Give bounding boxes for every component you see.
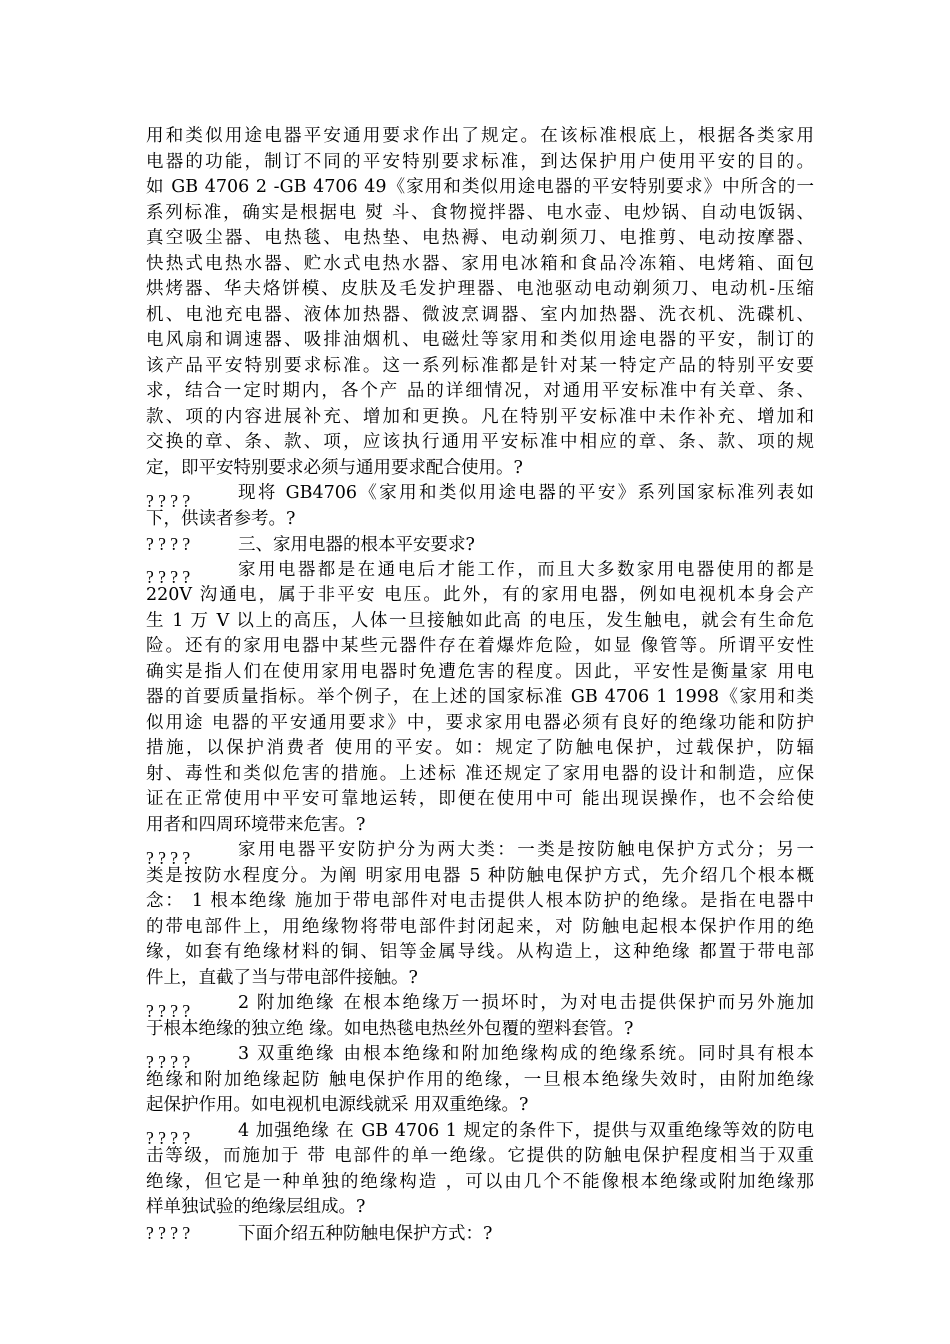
paragraph-marker: ? ? ? ? xyxy=(146,1051,191,1072)
line-text: 该产品平安特别要求标准。这一系列标准都是针对某一特定产品的特别平安要 xyxy=(146,355,814,376)
text-line xyxy=(146,252,814,278)
line-text: 系列标准，确实是根据电 熨 斗、食物搅拌器、电水壶、电炒锅、自动电饭锅、 xyxy=(146,202,814,223)
line-text: 220V 沟通电，属于非平安 电压。此外，有的家用电器，例如电视机本身会产 xyxy=(146,585,814,605)
line-text: 器的首要质量指标。举个例子，在上述的国家标准 GB 4706 1 1998《家用和类 xyxy=(146,687,814,707)
line-text: 下，供读者参考。? xyxy=(146,508,296,529)
line-text: 生 1 万 V 以上的高压，人体一旦接触如此高 的电压，发生触电，就会有生命危 xyxy=(146,610,814,631)
line-text: 起保护作用。如电视机电源线就采 用双重绝缘。? xyxy=(146,1095,529,1115)
line-text: 真空吸尘器、电热毯、电热垫、电热褥、电动剃须刀、电推剪、电动按摩器、 xyxy=(146,228,814,248)
paragraph-marker: ? ? ? ? xyxy=(146,1000,191,1021)
line-text: 类是按防水程度分。为阐 明家用电器 5 种防触电保护方式，先介绍几个根本概 xyxy=(146,865,814,886)
text-line xyxy=(146,889,814,915)
line-text: 确实是指人们在使用家用电器时免遭危害的程度。因此，平安性是衡量家 用电 xyxy=(146,661,814,682)
text-line xyxy=(146,150,814,176)
text-line xyxy=(146,762,814,788)
line-text: 证在正常使用中平安可靠地运转，即便在使用中可 能出现误操作，也不会给使 xyxy=(146,789,814,809)
text-line xyxy=(146,813,814,839)
line-text: 交换的章、条、款、项，应该执行通用平安标准中相应的章、条、款、项的规 xyxy=(146,432,814,452)
text-line xyxy=(146,609,814,635)
text-line xyxy=(146,1170,814,1196)
line-text: 念： 1 根本绝缘 施加于带电部件对电击提供人根本防护的绝缘。是指在电器中 xyxy=(146,891,814,911)
text-line xyxy=(146,379,814,405)
text-line xyxy=(146,303,814,329)
line-text: 款、项的内容进展补充、增加和更换。凡在特别平安标准中未作补充、增加和 xyxy=(146,406,814,427)
line-text: 3 双重绝缘 由根本绝缘和附加绝缘构成的绝缘系统。同时具有根本 xyxy=(238,1044,814,1064)
paragraph-marker: ? ? ? ? xyxy=(146,1222,191,1243)
line-text: 样单独试验的绝缘层组成。? xyxy=(146,1197,366,1217)
line-text: 于根本绝缘的独立绝 缘。如电热毯电热丝外包覆的塑料套管。? xyxy=(146,1018,634,1039)
line-text: 缘，如套有绝缘材料的铜、铝等金属导线。从构造上，这种绝缘 都置于带电部 xyxy=(146,942,814,962)
text-line xyxy=(146,1221,814,1247)
text-line xyxy=(146,966,814,992)
line-text: 措施，以保护消费者 使用的平安。如：规定了防触电保护，过载保护，防辐 xyxy=(146,738,814,758)
text-line xyxy=(146,226,814,252)
paragraph-marker: ? ? ? ? xyxy=(146,534,191,554)
paragraph-marker: ? ? ? ? xyxy=(146,490,191,511)
text-line xyxy=(146,405,814,431)
text-line xyxy=(146,736,814,762)
line-text: 件上，直截了当与带电部件接触。? xyxy=(146,967,418,988)
text-line xyxy=(146,1093,814,1119)
line-text: 电风扇和调速器、吸排油烟机、电磁灶等家用和类似用途电器的平安，制订的 xyxy=(146,330,814,350)
text-line xyxy=(146,1017,814,1043)
line-text: 机、电池充电器、液体加热器、微波烹调器、室内加热器、洗衣机、洗碟机、 xyxy=(146,304,814,325)
line-text: 击等级，而施加于 带 电部件的单一绝缘。它提供的防触电保护程度相当于双重 xyxy=(146,1146,814,1166)
text-line xyxy=(146,915,814,941)
text-line xyxy=(146,787,814,813)
line-text: 求，结合一定时期内，各个产 品的详细情况，对通用平安标准中有关章、条、 xyxy=(146,381,814,401)
text-line xyxy=(146,634,814,660)
paragraph-marker: ? ? ? ? xyxy=(146,567,191,587)
document-body xyxy=(146,124,814,1246)
paragraph-marker: ? ? ? ? xyxy=(146,847,191,868)
paragraph-marker: ? ? ? ? xyxy=(146,1128,191,1148)
line-text: 险。还有的家用电器中某些元器件存在着爆炸危险，如显 像管等。所谓平安性 xyxy=(146,636,814,656)
line-text: 似用途 电器的平安通用要求》中，要求家用电器必须有良好的绝缘功能和防护 xyxy=(146,712,814,733)
line-text: 烘烤器、华夫烙饼模、皮肤及毛发护理器、电池驱动电动剃须刀、电动机-压缩 xyxy=(146,279,814,299)
text-line xyxy=(146,583,814,609)
text-line xyxy=(146,940,814,966)
text-line xyxy=(146,1042,814,1072)
text-line xyxy=(146,711,814,737)
text-line xyxy=(146,354,814,380)
text-line xyxy=(146,1144,814,1170)
text-line xyxy=(146,456,814,482)
line-text: 4 加强绝缘 在 GB 4706 1 规定的条件下，提供与双重绝缘等效的防电 xyxy=(238,1120,814,1141)
line-text: 定，即平安特别要求必须与通用要求配合使用。? xyxy=(146,457,523,478)
line-text: 用和类似用途电器平安通用要求作出了规定。在该标准根底上，根据各类家用 xyxy=(146,126,814,146)
text-line xyxy=(146,175,814,201)
text-line xyxy=(146,1068,814,1094)
text-line xyxy=(146,1119,814,1148)
line-text: 2 附加绝缘 在根本绝缘万一损坏时，为对电击提供保护而另外施加 xyxy=(238,993,814,1013)
text-line xyxy=(146,660,814,686)
line-text: 家用电器平安防护分为两大类：一类是按防触电保护方式分；另一 xyxy=(238,840,814,860)
line-text: 的带电部件上，用绝缘物将带电部件封闭起来，对 防触电起根本保护作用的绝 xyxy=(146,916,814,937)
text-line xyxy=(146,558,814,587)
text-line xyxy=(146,1195,814,1221)
text-line xyxy=(146,201,814,227)
line-text: 如 GB 4706 2 -GB 4706 49《家用和类似用途电器的平安特别要求》中所含的一 xyxy=(146,177,814,197)
text-line xyxy=(146,277,814,303)
text-line xyxy=(146,685,814,711)
text-line xyxy=(146,430,814,456)
line-text: 射、毒性和类似危害的措施。上述标 准还规定了家用电器的设计和制造，应保 xyxy=(146,763,814,784)
line-text: 三、家用电器的根本平安要求? xyxy=(238,535,475,555)
text-line xyxy=(146,532,814,558)
text-line xyxy=(146,507,814,533)
text-line xyxy=(146,328,814,354)
text-line xyxy=(146,838,814,868)
line-text: 绝缘和附加绝缘起防 触电保护作用的绝缘，一旦根本绝缘失效时，由附加绝缘 xyxy=(146,1069,814,1090)
line-text: 现将 GB4706《家用和类似用途电器的平安》系列国家标准列表如 xyxy=(238,483,814,503)
line-text: 用者和四周环境带来危害。? xyxy=(146,814,366,835)
text-line xyxy=(146,481,814,511)
line-text: 绝缘，但它是一种单独的绝缘构造 ，可以由几个不能像根本绝缘或附加绝缘那 xyxy=(146,1171,814,1192)
line-text: 下面介绍五种防触电保护方式：? xyxy=(238,1223,493,1244)
line-text: 家用电器都是在通电后才能工作，而且大多数家用电器使用的都是 xyxy=(238,559,814,580)
text-line xyxy=(146,864,814,890)
text-line xyxy=(146,991,814,1021)
line-text: 电器的功能，制订不同的平安特别要求标准，到达保护用户使用平安的目的。 xyxy=(146,151,814,172)
text-line xyxy=(146,124,814,150)
line-text: 快热式电热水器、贮水式电热水器、家用电冰箱和食品冷冻箱、电烤箱、面包 xyxy=(146,253,814,274)
